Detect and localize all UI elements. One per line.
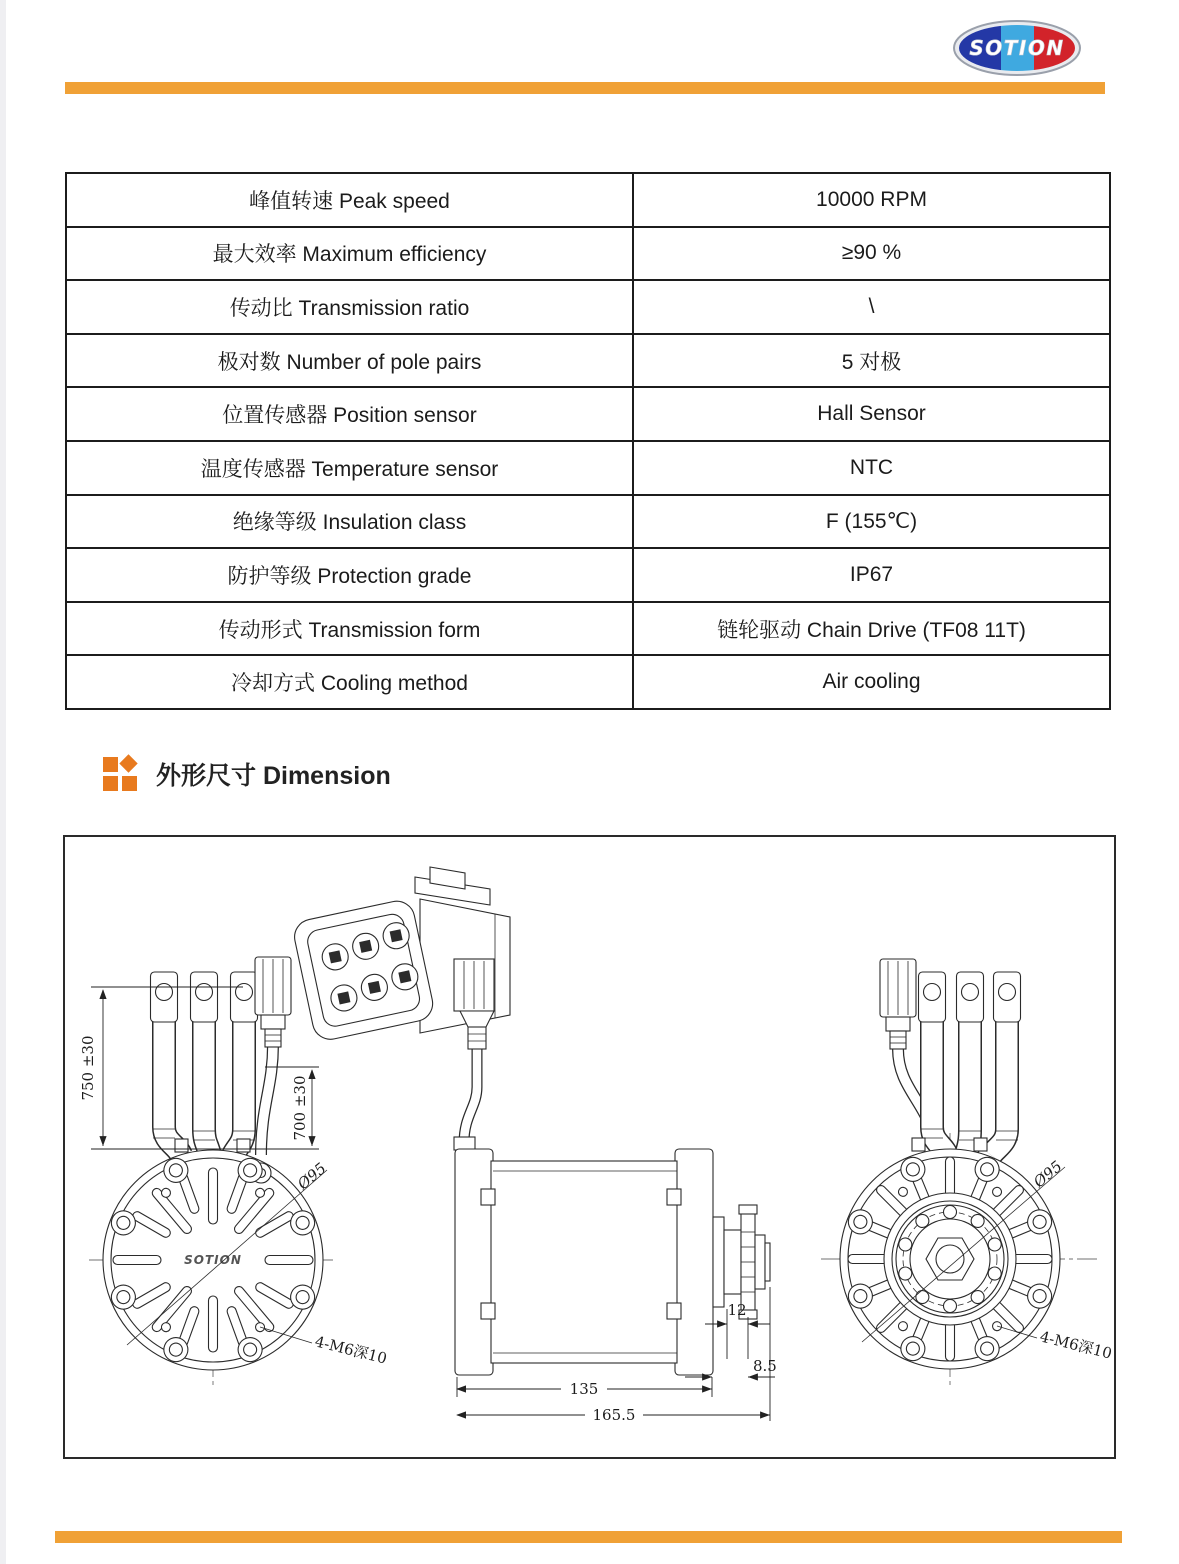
dimension-drawing-frame [63, 835, 1116, 1459]
table-row [66, 227, 1110, 281]
table-row [66, 334, 1110, 388]
spec-value: NTC [633, 441, 1110, 495]
spec-value: 链轮驱动 Chain Drive (TF08 11T) [633, 602, 1110, 656]
left-diameter-label: Ø95 [293, 1159, 330, 1194]
logo-text: SOTION [969, 36, 1065, 60]
spec-value: Air cooling [633, 655, 1110, 709]
spec-value: IP67 [633, 548, 1110, 602]
spec-value: 5 对极 [633, 334, 1110, 388]
table-row [66, 495, 1110, 549]
dimension-section-header [100, 754, 391, 794]
table-row [66, 441, 1110, 495]
spec-label: 传动形式 Transmission form [66, 602, 633, 656]
body-length-dim: 135 [569, 1380, 599, 1398]
table-row [66, 387, 1110, 441]
center-signal-connector [454, 959, 494, 1150]
spec-label: 峰值转速 Peak speed [66, 173, 633, 227]
table-row [66, 173, 1110, 227]
table-row [66, 548, 1110, 602]
page-edge-shadow [0, 0, 6, 1564]
left-signal-connector [255, 957, 291, 1155]
spec-value: Hall Sensor [633, 387, 1110, 441]
spec-label: 传动比 Transmission ratio [66, 280, 633, 334]
spec-label: 冷却方式 Cooling method [66, 655, 633, 709]
spec-value: F (155℃) [633, 495, 1110, 549]
right-bolt-spec-label: 4-M6深10 [1038, 1327, 1114, 1363]
top-orange-rule [65, 82, 1105, 94]
sotion-logo [950, 18, 1084, 78]
table-row [66, 280, 1110, 334]
spec-value: \ [633, 280, 1110, 334]
spec-value: 10000 RPM [633, 173, 1110, 227]
spec-label: 最大效率 Maximum efficiency [66, 227, 633, 281]
dimension-drawing [65, 837, 1114, 1457]
spec-table [65, 172, 1111, 710]
spec-label: 防护等级 Protection grade [66, 548, 633, 602]
right-diameter-label: Ø95 [1029, 1157, 1066, 1192]
table-row [66, 602, 1110, 656]
spec-value: ≥90 % [633, 227, 1110, 281]
left-bolt-spec-label: 4-M6深10 [313, 1332, 389, 1368]
table-row [66, 655, 1110, 709]
sprocket-width-dim: 8.5 [753, 1357, 777, 1375]
motor-face-brand-text: SOTION [184, 1253, 242, 1267]
section-title: 外形尺寸 Dimension [156, 762, 391, 790]
connector-length-dim: 700 ±30 [291, 1075, 309, 1141]
bottom-orange-rule [55, 1531, 1122, 1543]
center-side-view [454, 959, 777, 1424]
left-phase-cables [151, 972, 258, 1155]
orange-squares-icon [100, 754, 140, 794]
sprocket-offset-dim: 12 [727, 1301, 747, 1319]
right-phase-cables [919, 972, 1021, 1155]
sprocket-front [884, 1193, 1016, 1325]
total-length-dim: 165.5 [592, 1406, 636, 1424]
right-motor-view [821, 959, 1114, 1387]
wire-length-dim: 750 ±30 [79, 1035, 97, 1101]
spec-label: 温度传感器 Temperature sensor [66, 441, 633, 495]
spec-label: 位置传感器 Position sensor [66, 387, 633, 441]
spec-label: 绝缘等级 Insulation class [66, 495, 633, 549]
spec-label: 极对数 Number of pole pairs [66, 334, 633, 388]
